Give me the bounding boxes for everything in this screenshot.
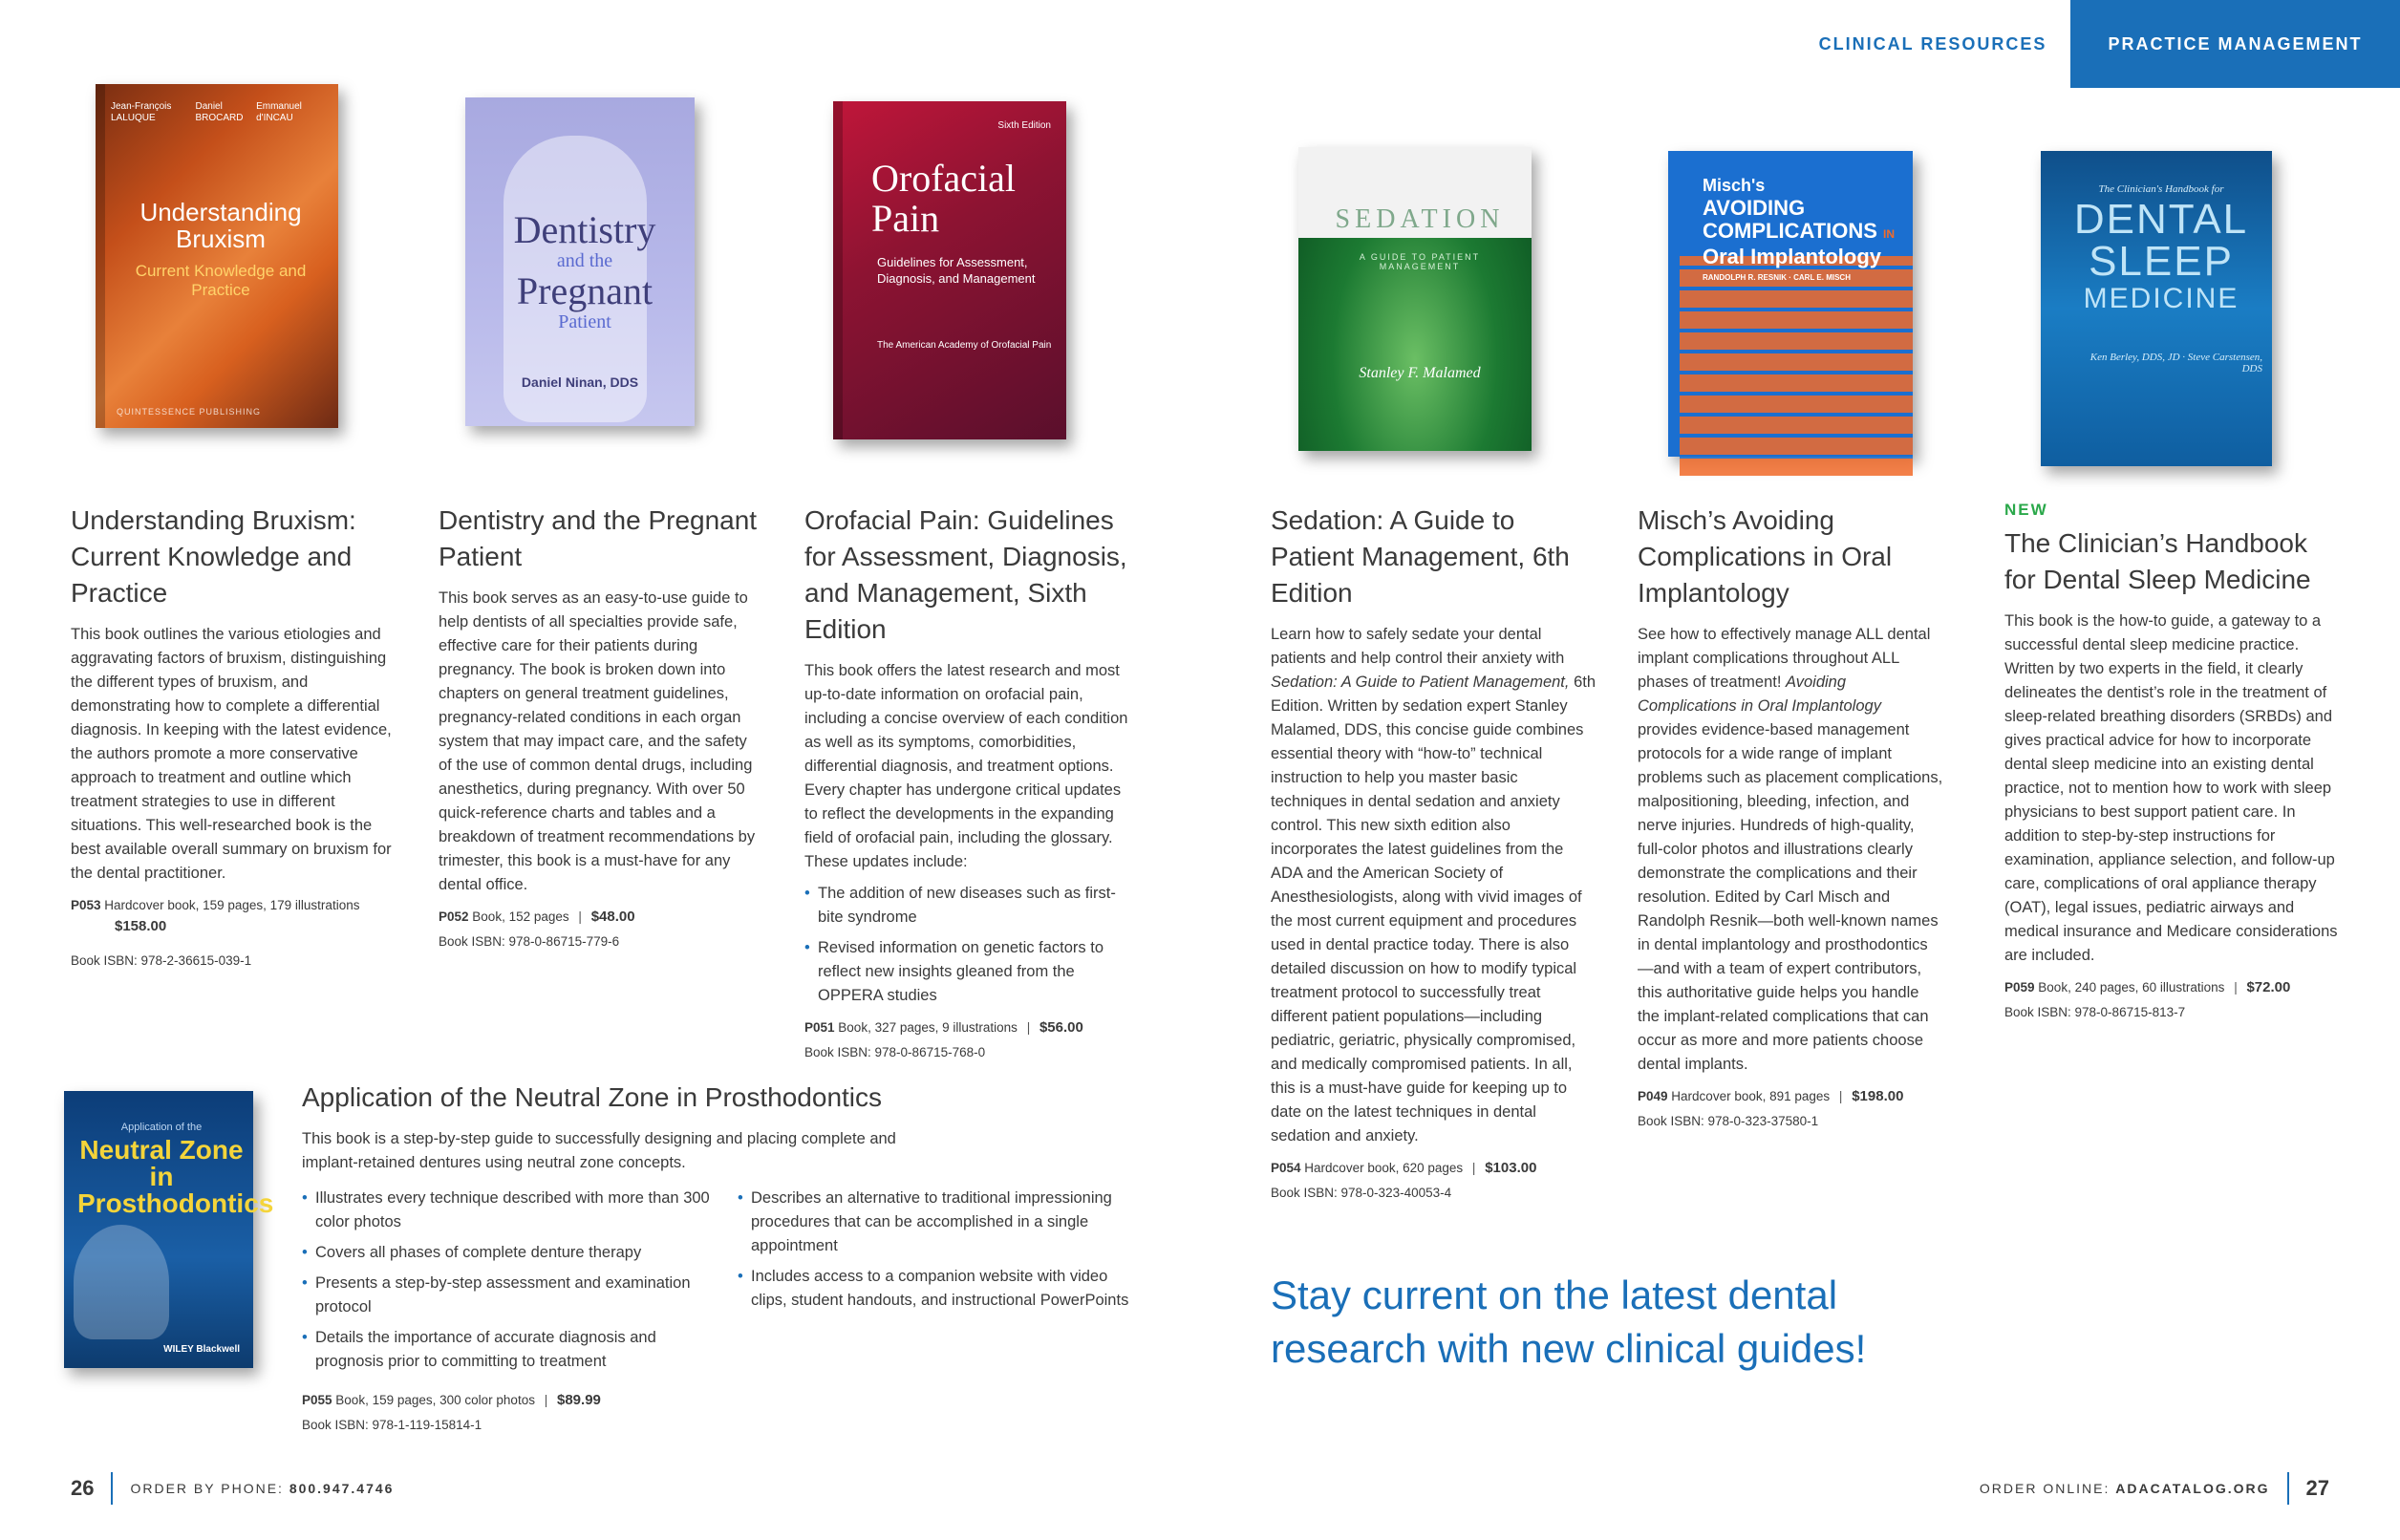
cover-org: The American Academy of Orofacial Pain [877,340,1052,351]
product-price: $158.00 [115,918,167,934]
product-meta [439,907,763,928]
cover-pretitle: Application of the [120,1122,203,1133]
product-code: P059 [2004,980,2035,995]
product-format: Hardcover book, 891 pages [1671,1089,1831,1103]
product-description: This book is a step-by-step guide to successfully designing and placing complete and implant-retained dentures using neutral zone concepts. [302,1130,896,1171]
cover-title: Orofacial Pain [871,157,1017,240]
product-price: $56.00 [1039,1019,1083,1036]
product-format: Book, 152 pages [472,909,569,924]
product-description: This book is the how-to guide, a gateway to a successful dental sleep medicine practice. Written by two experts in the field, it clearly delineates the dentist’s role in the treatment of sleep-related breathing disorders (SRBDs) and gives practical advice for how to incorporate dental sleep medicine into an existing dental practice, not to mention how to work with sleep physicians to best support patient care. In addition to step-by-step instructions for examination, appliance selection, and follow-up care, complications of oral appliance therapy (OAT), legal issues, pediatric airways and medical insurance and Medicare considerations are included. [2004,612,2338,964]
product-description: This book outlines the various etiologies and aggravating factors of bruxism, distinguishing the different types of bruxism, and demonstrating how to complete a differential diagnosis. In keeping with the latest evidence, the authors promote a more conservative approach to treatment and outline which treatment strategies to use in different situations. This well-researched book is the best available overall summary on bruxism for the dental practitioner. [71,626,392,882]
bullet-item: • Details the importance of accurate diagnosis and prognosis prior to committing to treatment [302,1326,713,1374]
cover-title: SEDATION [1335,204,1505,234]
cover-title: Understanding Bruxism [139,198,302,253]
desc-italic: Sedation: A Guide to Patient Management, [1271,674,1570,691]
cover-author: Stanley F. Malamed [1359,365,1481,381]
product-isbn: Book ISBN: 978-0-323-40053-4 [1271,1186,1452,1200]
cover-title-line: AVOIDING [1703,196,1806,220]
cover-title-line: Oral Implantology [1703,245,1882,268]
separator: | [1471,1161,1476,1175]
cover-title [1703,174,1903,268]
cover-title-word: IN [1883,227,1896,241]
cover-title-line: Dentistry [513,208,656,251]
book-cover-dental-sleep[interactable] [2041,151,2272,466]
product-meta [1271,1158,1596,1179]
product-pregnant-patient [439,503,763,952]
product-format: Hardcover book, 159 pages, 179 illustrations [104,898,360,912]
product-meta [71,895,401,916]
product-meta [2004,977,2341,998]
cover-title-line: DENTAL [2073,196,2249,243]
bullet-columns [302,1179,1143,1380]
cover-authors: Ken Berley, DDS, JD · Steve Carstensen, DDS [2089,352,2262,374]
product-title: Sedation: A Guide to Patient Management, 6th Edition [1271,505,1570,608]
footer-right [1980,1469,2329,1508]
tab-clinical-resources[interactable]: CLINICAL RESOURCES [1818,33,2047,53]
product-bruxism [71,503,401,972]
cover-title-line: MEDICINE [2083,283,2239,314]
new-badge: NEW [2004,501,2048,519]
order-label: ORDER BY PHONE: [130,1481,284,1496]
product-description: This book offers the latest research and most up-to-date information on orofacial pain, including a concise overview of each condition as well as its symptoms, comorbidities, differential diagnosis, and treatment options. Every chapter has undergone critical updates to reflect the developments in the expanding field of orofacial pain, including the glossary. These updates include: [804,662,1128,870]
product-dental-sleep [2004,501,2341,1023]
book-cover-sedation[interactable] [1298,147,1532,451]
product-code: P049 [1638,1089,1668,1103]
product-price: $103.00 [1485,1160,1537,1176]
product-isbn: Book ISBN: 978-2-36615-039-1 [71,953,252,968]
separator: | [544,1393,548,1407]
product-meta [804,1017,1129,1038]
tab-practice-management[interactable]: PRACTICE MANAGEMENT [2070,0,2400,88]
product-description [1271,623,1596,1148]
cover-title: Neutral Zone in Prosthodontics [77,1135,274,1218]
desc-text: Learn how to safely sedate your dental patients and help control their anxiety with [1271,626,1565,667]
cover-author: Daniel Ninan, DDS [521,374,639,390]
order-by-phone[interactable] [130,1481,394,1496]
cover-authors: RANDOLPH R. RESNIK · CARL E. MISCH [1703,273,1851,282]
product-price: $89.99 [557,1392,601,1408]
product-code: P052 [439,909,469,924]
product-code: P055 [302,1393,332,1407]
product-bullets-left [302,1187,713,1380]
bullet-item: • Covers all phases of complete denture therapy [302,1241,713,1265]
cover-author: Jean-François LALUQUE [111,101,172,123]
cover-author: Daniel BROCARD [195,101,244,123]
cover-title-line: SLEEP [2089,238,2234,285]
book-cover-orofacial-pain[interactable] [833,101,1066,439]
phone-number: 800.947.4746 [289,1481,395,1496]
product-description: This book serves as an easy-to-use guide to help dentists of all specialties provide safe, effective care for their patients during pregnancy. The book is broken down into chapters on general treatment guidelines, pregnancy-related conditions in each organ system that may impact care, and the safety of the use of common dental drugs, including anesthetics, during pregnancy. With over 50 quick-reference charts and tables and a breakdown of treatment recommendations by trimester, this book is a must-have for any dental office. [439,589,756,893]
product-isbn: Book ISBN: 978-0-86715-779-6 [439,934,620,949]
product-isbn: Book ISBN: 978-0-323-37580-1 [1638,1114,1819,1128]
product-format: Book, 327 pages, 9 illustrations [838,1020,1018,1035]
product-price: $198.00 [1852,1088,1904,1104]
cover-subtitle: Guidelines for Assessment, Diagnosis, and Management [877,255,1036,286]
cover-title-line [1703,220,1903,246]
product-code: P051 [804,1020,835,1035]
cover-title [484,210,685,332]
cover-pretitle: The Clinician's Handbook for [2098,183,2224,195]
product-format: Book, 240 pages, 60 illustrations [2038,980,2225,995]
product-title: Understanding Bruxism: Current Knowledge and Practice [71,505,356,608]
product-misch [1638,503,1943,1132]
book-cover-pregnant-patient[interactable] [465,97,695,426]
cover-subtitle: Current Knowledge and Practice [135,262,307,299]
product-orofacial-pain [804,503,1129,1063]
product-title: Dentistry and the Pregnant Patient [439,505,758,571]
separator: | [1838,1089,1843,1103]
cover-title [2060,196,2262,315]
separator: | [578,909,582,924]
cover-edition: Sixth Edition [997,120,1051,131]
order-online[interactable] [1980,1481,2270,1496]
product-isbn: Book ISBN: 978-1-119-15814-1 [302,1418,482,1432]
desc-italic: Avoiding Complications in Oral Implantology [1638,674,1881,715]
bullet-item: • Revised information on genetic factors to reflect new insights gleaned from the OPPERA studies [804,936,1129,1008]
product-description [1638,623,1943,1077]
desc-text: provides evidence-based management protocols for a wide range of implant problems such as placement complications, malpositioning, bleeding, infection, and nerve injuries. Hundreds of high-quality, full-color photos and illustrations clearly demonstrate the complications and their resolution. Edited by Carl Misch and Randolph Resnik—both well-known names in dental implantology and prosthodontics—and with a team of expert contributors, this authoritative guide helps you handle the implant-related complications that can occur as more and more patients choose dental implants. [1638,721,1943,1073]
product-meta [1638,1086,1943,1107]
cover-authors [111,101,323,124]
page-number-right: 27 [2305,1476,2329,1500]
footer-left [71,1469,394,1508]
product-format: Book, 159 pages, 300 color photos [335,1393,535,1407]
bullet-item: • Describes an alternative to traditional impressioning procedures that can be accomplished in a single appointment [738,1187,1139,1258]
desc-text: 6th Edition. Written by sedation expert Stanley Malamed, DDS, this concise guide combines essential theory with “how-to” technical instruction to help you master basic techniques in dental sedation and anxiety control. This new sixth edition also incorporates the latest guidelines from the ADA and the American Society of Anesthesiologists, along with vivid images of the most current equipment and procedures used in dental practice today. There is also detailed discussion on how to modify typical treatment protocol to successfully treat different patient populations—including pediatric, geriatric, physically compromised, and medically compromised patients. In all, this is a must-have guide for keeping up to date on the latest techniques in dental sedation and anxiety. [1271,674,1596,1144]
book-cover-bruxism[interactable] [96,84,338,428]
separator: | [2234,980,2238,995]
book-cover-misch[interactable] [1668,151,1913,457]
bullet-item: • Includes access to a companion website with video clips, student handouts, and instructional PowerPoints [738,1265,1139,1313]
bullet-item: • The addition of new diseases such as first-bite syndrome [804,882,1129,930]
product-price: $72.00 [2246,979,2291,995]
cover-title-line: Misch's [1703,176,1766,195]
product-isbn: Book ISBN: 978-0-86715-813-7 [2004,1005,2186,1019]
website-link: ADACATALOG.ORG [2115,1481,2270,1496]
product-meta [302,1390,1143,1411]
book-cover-neutral-zone[interactable] [64,1091,274,1368]
promo-tagline: Stay current on the latest dental research with new clinical guides! [1271,1273,1867,1371]
bullet-item: • Presents a step-by-step assessment and examination protocol [302,1272,713,1319]
product-title: Application of the Neutral Zone in Prosthodontics [302,1082,883,1112]
book-spine [833,101,843,439]
cover-subtitle: A GUIDE TO PATIENT MANAGEMENT [1359,252,1481,271]
order-label: ORDER ONLINE: [1979,1481,2111,1496]
product-title: Misch’s Avoiding Complications in Oral Implantology [1638,505,1893,608]
cover-publisher: QUINTESSENCE PUBLISHING [117,407,262,417]
cover-publisher: WILEY Blackwell [163,1344,240,1355]
cover-title-line: Pregnant [516,269,654,312]
separator: | [1026,1020,1031,1035]
product-isbn: Book ISBN: 978-0-86715-768-0 [804,1045,986,1059]
product-price: $48.00 [590,909,635,925]
cover-mosaic [1680,256,1913,476]
bullet-item: • Illustrates every technique described with more than 300 color photos [302,1187,713,1234]
book-spine [96,84,105,428]
product-title: The Clinician’s Handbook for Dental Sleep Medicine [2004,528,2311,594]
cover-author: Emmanuel d'INCAU [256,101,302,123]
product-code: P054 [1271,1161,1301,1175]
product-bullets [804,882,1129,1008]
faces-image [74,1225,169,1339]
product-price-row [71,916,401,937]
page-number-left: 26 [71,1476,95,1500]
desc-text: See how to effectively manage ALL dental implant complications throughout ALL phases of treatment! [1638,626,1931,691]
product-title: Orofacial Pain: Guidelines for Assessment, Diagnosis, and Management, Sixth Edition [804,505,1127,644]
product-bullets-right [738,1187,1139,1380]
cover-title-line: Patient [558,311,611,332]
product-neutral-zone [302,1080,1143,1436]
divider [111,1472,113,1505]
product-sedation [1271,503,1596,1204]
product-code: P053 [71,898,101,912]
cover-title-line: and the [556,250,613,271]
product-format: Hardcover book, 620 pages [1304,1161,1464,1175]
divider [2287,1472,2289,1505]
cover-title-word: COMPLICATIONS [1703,219,1877,243]
